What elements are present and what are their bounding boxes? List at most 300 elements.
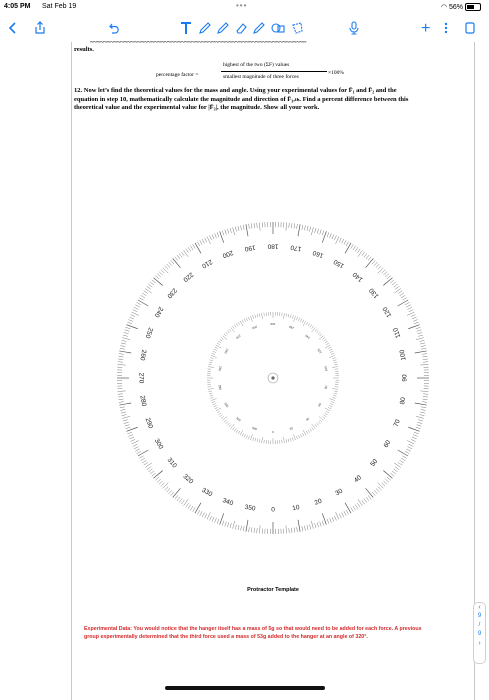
outer-tick — [385, 274, 389, 277]
inner-tick — [290, 438, 291, 441]
outer-tick — [304, 526, 305, 531]
inner-tick — [322, 337, 325, 339]
inner-tick — [240, 321, 243, 326]
outer-tick — [400, 460, 404, 463]
inner-tick — [213, 351, 216, 352]
outer-tick — [246, 224, 248, 236]
formula-numerator: highest of the two (ΣF) values — [223, 62, 290, 68]
inner-degree-label: 100 — [323, 365, 329, 372]
outer-degree-label: 300 — [152, 437, 165, 451]
outer-tick — [378, 487, 381, 491]
outer-tick — [402, 298, 406, 301]
outer-tick — [401, 458, 405, 461]
inner-tick — [211, 399, 217, 401]
lasso-select-icon[interactable] — [290, 21, 304, 35]
battery-status — [441, 3, 481, 11]
outer-tick — [357, 249, 360, 253]
outer-tick — [406, 305, 410, 307]
outer-tick — [342, 513, 344, 517]
outer-tick — [402, 456, 406, 459]
outer-tick — [132, 441, 139, 444]
outer-tick — [310, 227, 311, 232]
outer-tick — [235, 525, 236, 530]
inner-tick — [210, 397, 213, 398]
inner-tick — [224, 334, 227, 336]
outer-tick — [130, 439, 135, 441]
lasso-icon[interactable] — [252, 21, 266, 35]
multitasking-dots-icon[interactable]: ••• — [236, 1, 248, 10]
outer-tick — [382, 270, 386, 273]
outer-tick — [383, 471, 392, 479]
outer-tick — [195, 503, 201, 513]
inner-tick — [306, 322, 308, 325]
outer-tick — [416, 327, 421, 329]
outer-tick — [366, 497, 369, 501]
outer-tick — [330, 233, 332, 238]
outer-tick — [122, 340, 127, 341]
outer-tick — [150, 471, 154, 474]
inner-tick — [240, 430, 243, 435]
outer-degree-label: 210 — [200, 257, 214, 270]
inner-tick — [244, 319, 246, 322]
outer-degree-label: 120 — [381, 305, 394, 319]
outer-degree-label: 40 — [352, 474, 364, 485]
outer-tick — [207, 512, 210, 519]
inner-tick — [208, 364, 211, 365]
outer-tick — [217, 232, 219, 237]
outer-tick — [372, 492, 375, 496]
battery-percent: 56% — [448, 3, 463, 11]
outer-tick — [167, 264, 170, 268]
outer-tick — [119, 354, 124, 355]
outer-tick — [336, 512, 339, 519]
inner-degree-label: 180 — [270, 322, 276, 327]
outer-tick — [390, 280, 394, 283]
outer-tick — [181, 500, 184, 504]
inner-tick — [324, 339, 327, 341]
inner-tick — [329, 399, 335, 401]
outer-tick — [330, 518, 332, 523]
inner-tick — [216, 345, 221, 348]
outer-tick — [417, 422, 422, 423]
outer-tick — [153, 471, 162, 479]
outer-tick — [407, 441, 414, 444]
outer-tick — [235, 227, 236, 232]
inner-degree-label: 0 — [272, 429, 274, 434]
inner-tick — [217, 343, 220, 345]
highlighter-icon[interactable] — [216, 21, 230, 35]
outer-tick — [243, 526, 244, 531]
inner-tick — [220, 415, 223, 417]
outer-tick — [175, 495, 178, 499]
outer-degree-label: 130 — [368, 286, 381, 300]
outer-tick — [120, 407, 125, 408]
inner-tick — [332, 388, 338, 389]
results-label: results. — [74, 46, 94, 53]
outer-tick — [137, 302, 141, 304]
outer-tick — [119, 399, 124, 400]
outer-degree-label: 220 — [181, 270, 195, 283]
inner-tick — [218, 341, 221, 343]
add-icon[interactable]: + — [421, 20, 431, 37]
outer-tick — [406, 449, 410, 451]
inner-tick — [209, 393, 212, 394]
outer-tick — [120, 409, 125, 410]
outer-tick — [315, 523, 316, 528]
outer-degree-label: 80 — [399, 396, 408, 406]
inner-tick — [286, 439, 287, 442]
outer-tick — [177, 497, 180, 501]
outer-tick — [398, 450, 408, 456]
inner-tick — [253, 315, 254, 318]
outer-tick — [298, 224, 300, 236]
inner-tick — [229, 424, 231, 427]
inner-tick — [227, 331, 229, 334]
outer-tick — [259, 525, 260, 533]
inner-tick — [283, 437, 284, 443]
outer-tick — [195, 243, 201, 253]
outer-tick — [243, 225, 244, 230]
inner-tick — [288, 314, 289, 317]
outer-tick — [132, 312, 139, 315]
outer-degree-label: 110 — [392, 326, 403, 339]
page-separator: / — [478, 622, 481, 628]
outer-tick — [147, 286, 151, 289]
outer-tick — [188, 505, 191, 509]
inner-tick — [315, 424, 317, 427]
inner-tick — [214, 349, 217, 351]
outer-tick — [327, 232, 329, 237]
outer-tick — [315, 228, 316, 233]
outer-tick — [423, 359, 428, 360]
outer-tick — [144, 291, 148, 294]
outer-degree-label: 270 — [137, 372, 145, 384]
inner-tick — [259, 439, 260, 442]
inner-tick — [250, 434, 252, 440]
inner-tick — [250, 316, 252, 322]
outer-tick — [173, 488, 181, 497]
outer-tick — [353, 246, 356, 250]
outer-tick — [254, 528, 255, 533]
outer-tick — [345, 503, 351, 513]
outer-tick — [230, 523, 231, 528]
outer-degree-label: 160 — [311, 248, 325, 259]
outer-tick — [289, 528, 290, 533]
outer-degree-label: 230 — [165, 286, 178, 300]
outer-tick — [148, 284, 152, 287]
outer-tick — [344, 511, 346, 515]
outer-tick — [417, 330, 422, 332]
inner-tick — [234, 325, 236, 328]
outer-tick — [127, 432, 132, 434]
outer-degree-label: 100 — [398, 349, 408, 361]
outer-tick — [233, 521, 235, 529]
inner-degree-label: 260 — [217, 365, 223, 372]
outer-tick — [190, 506, 193, 510]
inner-tick — [316, 423, 318, 426]
outer-tick — [190, 246, 193, 250]
outer-tick — [249, 224, 250, 229]
chevron-down-icon[interactable]: › — [478, 640, 481, 647]
outer-tick — [351, 244, 354, 248]
outer-tick — [357, 503, 360, 507]
cut-off-text-line: ~~~~~~~~~~~~~~~~~~~~~~~~~~~~~~~~~~~~~~~~~~~~~~~~~~~~~~~~~~~~~~~~ — [90, 39, 307, 44]
chevron-up-icon[interactable]: ‹ — [478, 604, 481, 611]
outer-degree-label: 200 — [221, 248, 235, 259]
inner-tick — [333, 395, 336, 396]
outer-tick — [398, 300, 408, 306]
inner-tick — [238, 431, 240, 434]
outer-tick — [366, 488, 374, 497]
outer-tick — [202, 239, 204, 243]
outer-tick — [161, 270, 165, 273]
inner-tick — [253, 437, 254, 440]
inner-tick — [229, 329, 231, 332]
inner-tick — [294, 316, 296, 322]
outer-tick — [141, 295, 145, 298]
inner-degree-label: 220 — [235, 333, 242, 340]
outer-degree-label: 280 — [138, 395, 148, 407]
inner-tick — [218, 413, 221, 415]
outer-tick — [339, 514, 341, 518]
outer-tick — [257, 223, 258, 228]
outer-tick — [334, 516, 336, 521]
outer-tick — [251, 224, 252, 229]
outer-tick — [422, 402, 427, 403]
inner-tick — [325, 408, 330, 411]
outer-tick — [121, 412, 126, 413]
outer-degree-label: 260 — [138, 349, 148, 361]
inner-tick — [283, 313, 284, 319]
outer-tick — [374, 262, 377, 266]
home-indicator[interactable] — [165, 686, 325, 690]
outer-tick — [322, 521, 324, 526]
outer-tick — [119, 403, 131, 405]
outer-tick — [421, 348, 426, 349]
outer-tick — [355, 505, 358, 509]
outer-tick — [119, 402, 124, 403]
outer-degree-label: 250 — [143, 326, 154, 340]
outer-tick — [139, 298, 143, 301]
outer-degree-label: 90 — [401, 374, 409, 382]
outer-tick — [210, 516, 212, 521]
formula-multiplier: ×100% — [328, 70, 344, 76]
inner-tick — [303, 430, 306, 435]
outer-degree-label: 320 — [181, 473, 195, 486]
outer-tick — [322, 230, 324, 235]
outer-tick — [159, 481, 163, 484]
inner-tick — [213, 403, 216, 404]
outer-tick — [181, 252, 184, 256]
outer-tick — [238, 226, 239, 231]
outer-tick — [155, 477, 159, 480]
outer-tick — [118, 362, 123, 363]
outer-tick — [400, 293, 404, 296]
inner-tick — [217, 411, 220, 413]
outer-tick — [124, 332, 129, 333]
outer-tick — [122, 416, 130, 418]
outer-tick — [120, 348, 125, 349]
outer-tick — [383, 272, 387, 275]
inner-tick — [210, 360, 213, 361]
outer-tick — [134, 307, 138, 309]
outer-tick — [405, 302, 409, 304]
outer-tick — [420, 343, 425, 344]
outer-tick — [142, 460, 146, 463]
pen-icon[interactable] — [198, 21, 212, 35]
inner-tick — [334, 393, 337, 394]
battery-icon — [465, 3, 481, 11]
inner-tick — [212, 401, 215, 402]
outer-tick — [409, 444, 413, 446]
outer-tick — [415, 403, 427, 405]
outer-tick — [251, 528, 252, 533]
inner-tick — [296, 317, 297, 320]
inner-tick — [330, 351, 333, 352]
inner-tick — [311, 427, 313, 430]
inner-tick — [311, 326, 313, 329]
inner-degree-label: 120 — [316, 347, 323, 355]
inner-tick — [208, 367, 214, 368]
outer-tick — [205, 514, 207, 518]
outer-tick — [307, 525, 308, 530]
outer-tick — [152, 280, 156, 283]
chevron-left-icon[interactable] — [8, 21, 18, 35]
outer-tick — [193, 244, 196, 248]
inner-tick — [326, 343, 329, 345]
outer-tick — [294, 224, 295, 229]
outer-tick — [238, 525, 239, 530]
outer-degree-label: 180 — [267, 242, 279, 250]
outer-tick — [167, 488, 170, 492]
eraser-icon[interactable] — [234, 21, 248, 35]
status-time: 4:05 PM — [4, 3, 31, 10]
inner-tick — [242, 433, 244, 436]
outer-tick — [372, 260, 375, 264]
outer-tick — [311, 521, 313, 529]
outer-tick — [254, 223, 255, 228]
outer-tick — [420, 340, 425, 341]
outer-tick — [165, 266, 168, 270]
outer-tick — [152, 473, 156, 476]
outer-tick — [222, 230, 224, 235]
inner-tick — [329, 349, 332, 351]
inner-tick — [210, 395, 213, 396]
outer-tick — [138, 450, 148, 456]
outer-degree-label: 30 — [334, 487, 344, 498]
outer-tick — [128, 435, 133, 437]
inner-tick — [298, 318, 299, 321]
outer-tick — [362, 500, 365, 504]
outer-tick — [382, 483, 386, 486]
outer-tick — [197, 510, 199, 514]
outer-degree-label: 170 — [290, 243, 302, 253]
inner-tick — [332, 397, 335, 398]
outer-tick — [144, 462, 148, 465]
inner-tick — [226, 332, 229, 334]
inner-tick — [244, 434, 246, 437]
outer-tick — [353, 506, 356, 510]
outer-tick — [398, 462, 402, 465]
outer-tick — [165, 487, 168, 491]
outer-tick — [215, 233, 217, 238]
inner-tick — [292, 315, 293, 318]
inner-tick — [325, 413, 328, 415]
inner-tick — [308, 430, 310, 433]
inner-degree-label: 80 — [323, 385, 329, 390]
outer-tick — [302, 225, 303, 230]
outer-tick — [307, 226, 308, 231]
outer-tick — [142, 293, 146, 296]
outer-tick — [418, 335, 423, 336]
inner-tick — [236, 323, 238, 326]
outer-degree-label: 240 — [152, 305, 165, 319]
page-scroller[interactable] — [473, 602, 486, 664]
pages-icon[interactable] — [464, 21, 476, 35]
outer-tick — [159, 272, 163, 275]
inner-tick — [242, 320, 244, 323]
inner-degree-label: 20 — [289, 426, 294, 432]
outer-degree-label: 50 — [369, 457, 380, 469]
outer-tick — [415, 351, 427, 353]
outer-tick — [390, 473, 394, 476]
outer-tick — [366, 258, 374, 267]
outer-tick — [233, 227, 235, 235]
outer-tick — [123, 335, 128, 336]
outer-tick — [257, 528, 258, 533]
outer-tick — [332, 234, 334, 239]
outer-tick — [139, 456, 143, 459]
microphone-icon[interactable] — [348, 21, 360, 35]
outer-tick — [408, 307, 412, 309]
outer-tick — [332, 517, 334, 522]
outer-tick — [414, 432, 419, 434]
outer-tick — [413, 320, 418, 322]
question-12-text: 12. Now let’s find the theoretical values for the mass and angle. Using your experimental values for F̄₁ and F̄₂ and the equation in step 10, mathematically calculate the magnitude and direction of F̄₃,ₜₕ. Find a percent difference between this theoretical value and the experimental value for |F̄₃|, the magnitude. Show all your work. — [74, 87, 409, 111]
outer-tick — [387, 276, 391, 279]
inner-tick — [210, 358, 213, 359]
outer-tick — [150, 282, 154, 285]
outer-tick — [368, 495, 371, 499]
undo-icon[interactable] — [108, 21, 120, 35]
shapes-icon[interactable] — [270, 21, 286, 35]
outer-tick — [346, 510, 348, 514]
outer-tick — [202, 513, 204, 517]
outer-tick — [342, 239, 344, 243]
inner-tick — [221, 416, 224, 418]
inner-tick — [257, 439, 258, 442]
inner-tick — [226, 421, 229, 423]
outer-tick — [118, 364, 126, 365]
more-icon[interactable] — [443, 21, 449, 35]
outer-tick — [416, 338, 424, 340]
outer-degree-label: 140 — [351, 270, 365, 283]
outer-tick — [212, 234, 214, 239]
outer-tick — [134, 447, 138, 449]
outer-tick — [125, 330, 130, 332]
inner-degree-label: 60 — [317, 402, 323, 408]
text-tool-icon[interactable] — [180, 21, 192, 35]
inner-tick — [332, 358, 335, 359]
outer-tick — [413, 435, 418, 437]
inner-degree-label: 320 — [235, 416, 242, 423]
outer-tick — [416, 416, 424, 418]
share-icon[interactable] — [33, 21, 47, 35]
inner-degree-label: 200 — [251, 324, 258, 331]
outer-tick — [374, 490, 377, 494]
outer-tick — [297, 224, 298, 229]
outer-tick — [412, 317, 417, 319]
